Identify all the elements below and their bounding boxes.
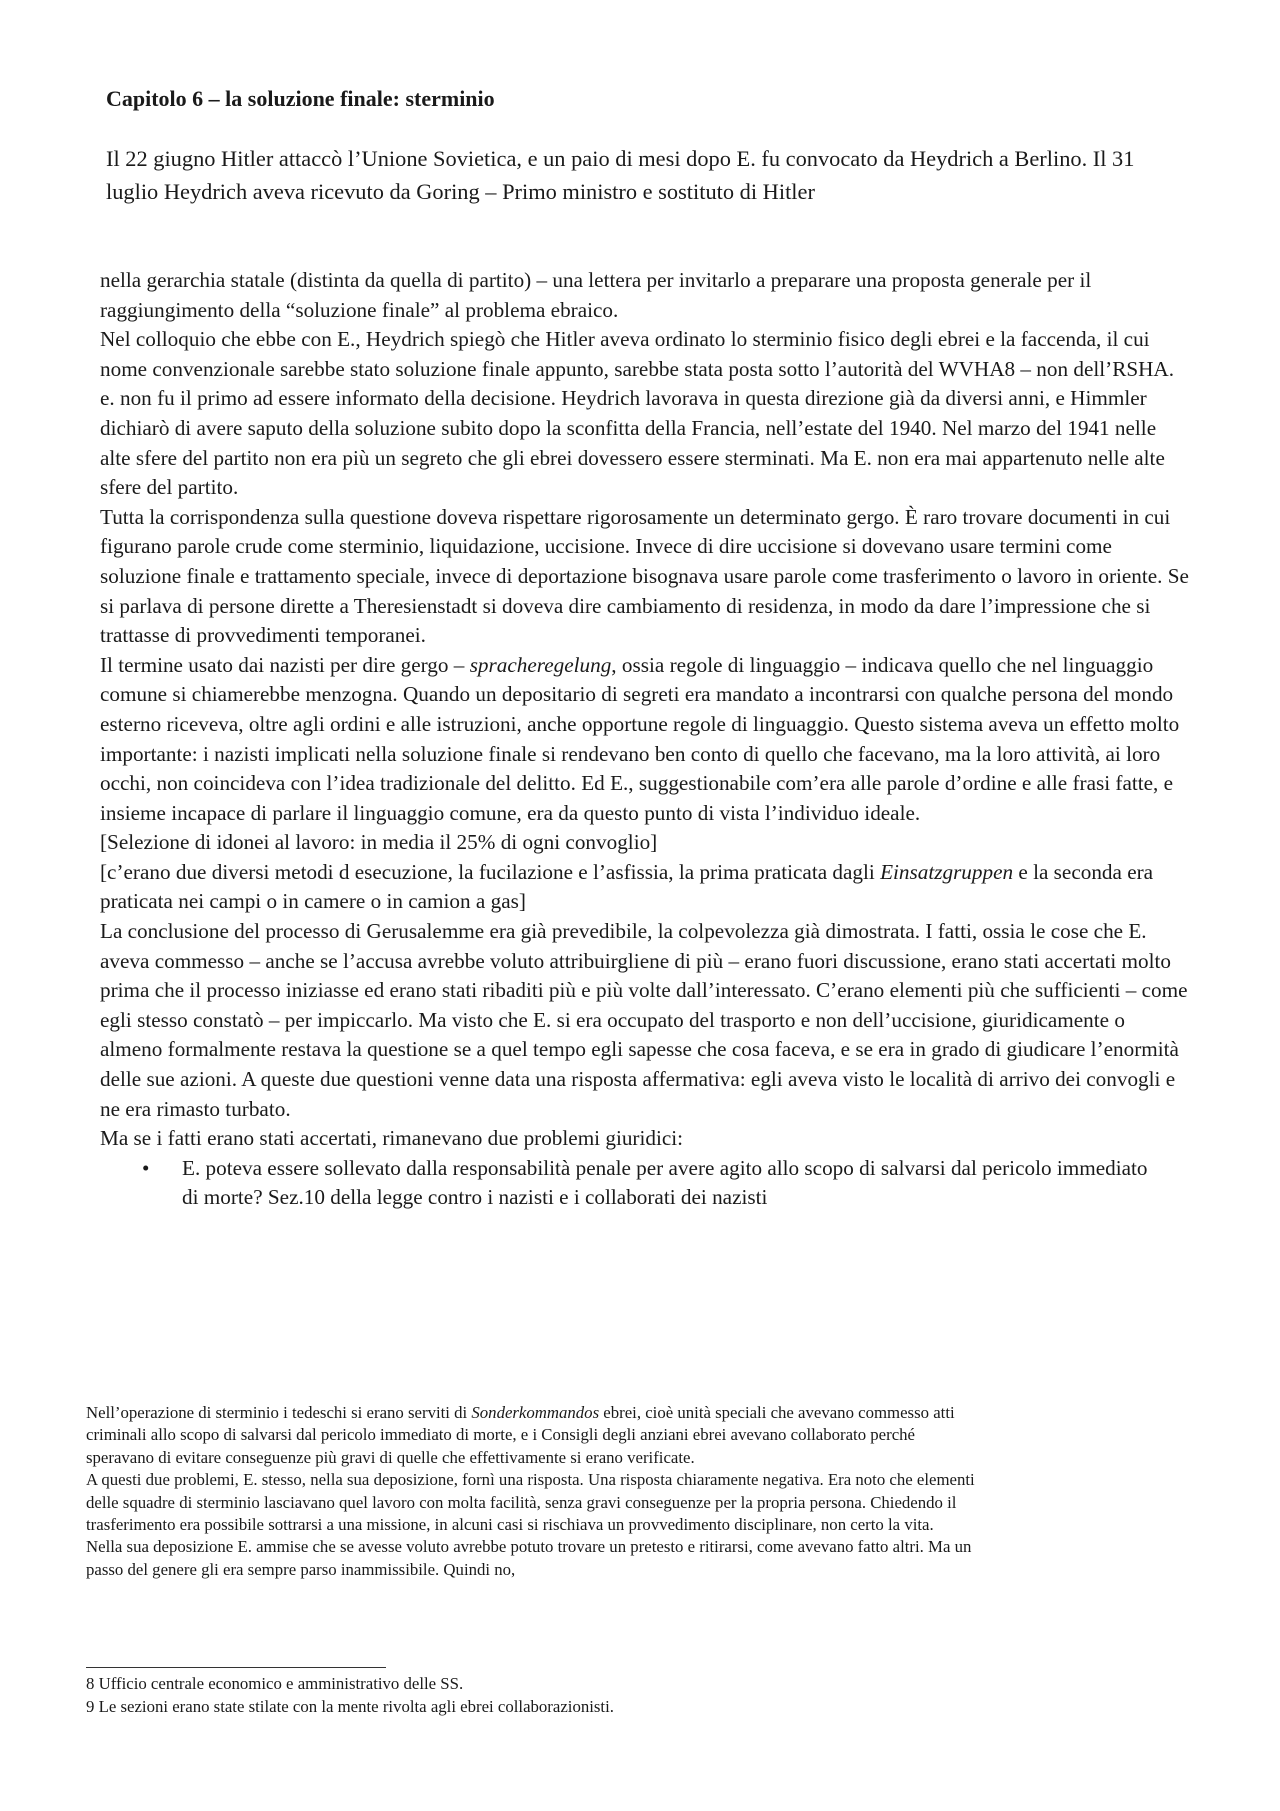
paragraph: A questi due problemi, E. stesso, nella sua deposizione, fornì una risposta. Una risposta chiaramente negativa. Era noto che elementi delle squadre di sterminio lasciavano quel lavoro con molta facilità, senza gravi conseguenze per la propria persona. Chiedendo il trasferimento era possibile sottrarsi a una missione, in alcuni casi si rischiava un provvedimento disciplinare, non certo la vita.	[86, 1470, 975, 1535]
text-span: [c’erano due diversi metodi d esecuzione, la fucilazione e l’asfissia, la prima praticata dagli	[100, 859, 881, 884]
paragraph	[100, 858, 1190, 917]
text-span: Nell’operazione di sterminio i tedeschi si erano serviti di	[86, 1403, 472, 1422]
bullet-item: • E. poteva essere sollevato dalla responsabilità penale per avere agito allo scopo di salvarsi dal pericolo immediato di morte? Sez.10 della legge contro i nazisti e i collaborati dei nazisti	[182, 1154, 1190, 1213]
text-span: Il termine usato dai nazisti per dire gergo –	[100, 652, 470, 677]
intro-paragraph: Il 22 giugno Hitler attaccò l’Unione Sovietica, e un paio di mesi dopo E. fu convocato da Heydrich a Berlino. Il 31 luglio Heydrich aveva ricevuto da Goring – Primo ministro e sostituto di Hitler	[106, 146, 1135, 204]
main-text	[100, 266, 1190, 1213]
italic-term: Einsatzgruppen	[880, 859, 1014, 884]
paragraph: Nel colloquio che ebbe con E., Heydrich spiegò che Hitler aveva ordinato lo sterminio fisico degli ebrei e la faccenda, il cui nome convenzionale sarebbe stato soluzione finale appunto, sarebbe stata posta sotto l’autorità del WVHA8 – non dell’RSHA.	[100, 327, 1175, 381]
small-text-block	[86, 1402, 986, 1581]
text-span: , ossia regole di linguaggio – indicava quello che nel linguaggio comune si chiamerebbe menzogna. Quando un depositario di segreti era mandato a incontrarsi con qualche persona del mondo esterno riceveva, oltre agli ordini e alle istruzioni, anche opportune regole di linguaggio. Questo sistema aveva un effetto molto importante: i nazisti implicati nella soluzione finale si rendevano ben conto di quello che facevano, ma la loro attività, ai loro occhi, non coincideva con l’idea tradizionale del delitto. Ed E., suggestionabile com’era alle parole d’ordine e alle frasi fatte, e insieme incapace di parlare il linguaggio comune, era da questo punto di vista l’individuo ideale.	[100, 652, 1180, 825]
footnote-divider	[86, 1667, 386, 1668]
paragraph: nella gerarchia statale (distinta da quella di partito) – una lettera per invitarlo a preparare una proposta generale per il raggiungimento della “soluzione finale” al problema ebraico.	[100, 268, 1092, 322]
footnote: 9 Le sezioni erano state stilate con la mente rivolta agli ebrei collaborazionisti.	[86, 1697, 614, 1716]
text-span: ebrei, cioè unità speciali che avevano commesso atti criminali allo scopo di salvarsi dal pericolo immediato di morte, e i Consigli degli anziani ebrei avevano collaborato perché speravano di evitare conseguenze più gravi di quelle che effettivamente si erano verificate.	[86, 1403, 955, 1467]
paragraph	[86, 1402, 986, 1469]
paragraph: Nella sua deposizione E. ammise che se avesse voluto avrebbe potuto trovare un pretesto e ritirarsi, come avevano fatto altri. Ma un passo del genere gli era sempre parso inammissibile. Quindi no,	[86, 1537, 972, 1579]
paragraph: Tutta la corrispondenza sulla questione doveva rispettare rigorosamente un determinato gergo. È raro trovare documenti in cui figurano parole crude come sterminio, liquidazione, uccisione. Invece di dire uccisione si dovevano usare termini come soluzione finale e trattamento speciale, invece di deportazione bisognava usare parole come trasferimento o lavoro in oriente. Se si parlava di persone dirette a Theresienstadt si doveva dire cambiamento di residenza, in modo da dare l’impressione che si trattasse di provvedimenti temporanei.	[100, 504, 1189, 648]
paragraph: e. non fu il primo ad essere informato della decisione. Heydrich lavorava in questa direzione già da diversi anni, e Himmler dichiarò di avere saputo della soluzione subito dopo la sconfitta della Francia, nell’estate del 1940. Nel marzo del 1941 nelle alte sfere del partito non era più un segreto che gli ebrei dovessero essere sterminati. Ma E. non era mai appartenuto nelle alte sfere del partito.	[100, 386, 1165, 500]
italic-term: Sonderkommandos	[471, 1403, 600, 1422]
footnote: 8 Ufficio centrale economico e amministrativo delle SS.	[86, 1674, 464, 1693]
footnotes	[86, 1672, 986, 1718]
bullet-list	[100, 1154, 1190, 1213]
paragraph	[100, 651, 1190, 829]
chapter-title: Capitolo 6 – la soluzione finale: sterminio	[106, 86, 495, 111]
paragraph: Ma se i fatti erano stati accertati, rimanevano due problemi giuridici:	[100, 1126, 684, 1151]
paragraph: La conclusione del processo di Gerusalemme era già prevedibile, la colpevolezza già dimostrata. I fatti, ossia le cose che E. aveva commesso – anche se l’accusa avrebbe voluto attribuirgliene di più – erano fuori discussione, erano stati accertati molto prima che il processo iniziasse ed erano stati ribaditi più e più volte dall’interessato. C’erano elementi più che sufficienti – come egli stesso constatò – per impiccarlo. Ma visto che E. si era occupato del trasporto e non dell’uccisione, giuridicamente o almeno formalmente restava la questione se a quel tempo egli sapesse che cosa faceva, e se era in grado di giudicare l’enormità delle sue azioni. A queste due questioni venne data una risposta affermativa: egli aveva visto le località di arrivo dei convogli e ne era rimasto turbato.	[100, 919, 1188, 1121]
text-span: e la seconda era praticata nei campi o in camere o in camion a gas]	[100, 859, 1154, 914]
paragraph: [Selezione di idonei al lavoro: in media il 25% di ogni convoglio]	[100, 830, 658, 855]
italic-term: spracheregelung	[469, 652, 612, 677]
